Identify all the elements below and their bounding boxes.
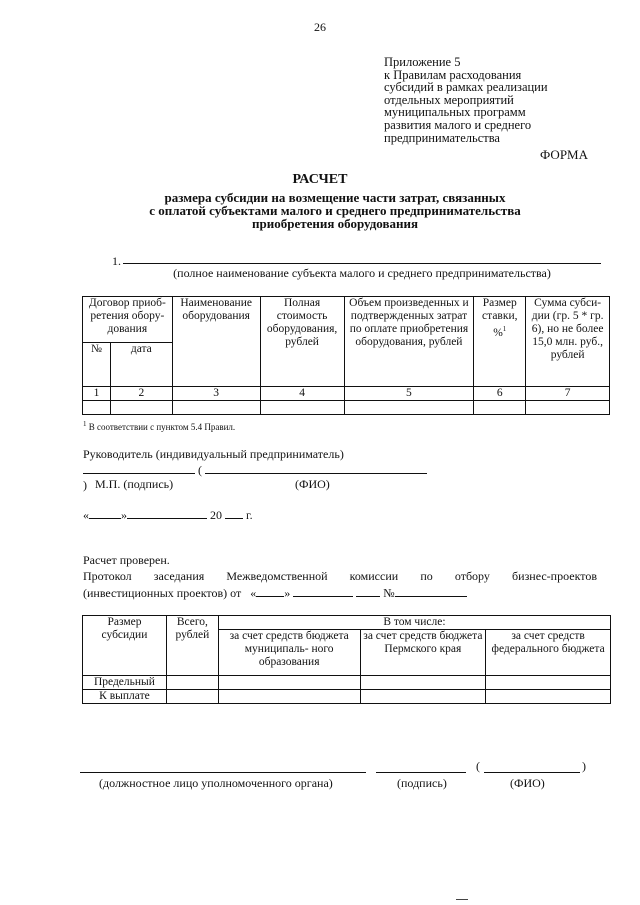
subsidy-table — [82, 615, 611, 704]
table-cell[interactable] — [83, 401, 111, 415]
day-field[interactable] — [89, 507, 121, 519]
month-field[interactable] — [127, 507, 207, 519]
head-label: Руководитель (индивидуальный предприниматель) — [83, 447, 344, 461]
appendix-line: отдельных мероприятий — [384, 92, 514, 107]
table-cell[interactable] — [344, 401, 474, 415]
cost-header: Полная стоимость оборудования, рублей — [260, 297, 344, 387]
col-number: 7 — [526, 387, 610, 401]
checked-label: Расчет проверен. — [83, 553, 170, 567]
document-subtitle — [110, 191, 560, 230]
entity-name-field[interactable] — [123, 263, 601, 264]
volume-header: Объем произведенных и подтвержденных затрат по оплате приобретения оборудования, рублей — [344, 297, 474, 387]
protocol-month-field[interactable] — [293, 585, 353, 597]
footnote-text: В соответствии с пунктом 5.4 Правил. — [88, 422, 236, 432]
entity-number: 1. — [112, 254, 121, 268]
official-paren-open: ( — [476, 759, 480, 773]
official-caption: (должностное лицо уполномоченного органа) — [99, 776, 333, 790]
appendix-block — [384, 56, 548, 144]
year-suffix: г. — [246, 508, 253, 522]
appendix-line: субсидий в рамках реализации — [384, 80, 548, 95]
col-number: 5 — [344, 387, 474, 401]
federal-budget-header: за счет средств федерального бюджета — [486, 630, 611, 676]
table-cell[interactable] — [110, 401, 172, 415]
rate-header: Размер ставки, %$^1$ — [474, 297, 526, 387]
protocol-number-field[interactable] — [395, 585, 467, 597]
official-sign-field[interactable] — [376, 772, 466, 773]
regional-budget-header: за счет средств бюджета Пермского края — [360, 630, 486, 676]
subtitle-line: размера субсидии на возмещение части затрат, связанных — [164, 190, 506, 205]
sum-header: Сумма субси- дии (гр. 5 * гр. 6), но не более 15,0 млн. руб., рублей — [526, 297, 610, 387]
appendix-line: муниципальных программ — [384, 105, 526, 120]
col-number: 3 — [172, 387, 260, 401]
table-cell[interactable] — [172, 401, 260, 415]
no-header: № — [83, 343, 111, 387]
col-number: 6 — [474, 387, 526, 401]
appendix-line: развития малого и среднего — [384, 117, 532, 132]
table-cell[interactable] — [526, 401, 610, 415]
row-label-payout: К выплате — [83, 690, 167, 704]
municipal-budget-header: за счет средств бюджета муниципаль- ного образования — [218, 630, 360, 676]
col-number: 2 — [110, 387, 172, 401]
form-label: ФОРМА — [540, 147, 588, 162]
date-row: « » 20 г. — [83, 508, 253, 522]
row-label-limit: Предельный — [83, 676, 167, 690]
table-cell[interactable] — [360, 676, 486, 690]
table-cell[interactable] — [218, 690, 360, 704]
subtitle-line: приобретения оборудования — [252, 216, 418, 231]
protocol-year-field[interactable] — [356, 585, 380, 597]
contract-header: Договор приоб- ретения обору- дования — [83, 297, 173, 343]
table-cell[interactable] — [166, 676, 218, 690]
year-prefix: 20 — [210, 508, 222, 522]
appendix-line: предпринимательства — [384, 130, 500, 145]
table-cell[interactable] — [474, 401, 526, 415]
table-cell[interactable] — [486, 676, 611, 690]
entity-caption: (полное наименование субъекта малого и среднего предпринимательства) — [173, 266, 551, 280]
equipment-header: Наименование оборудования — [172, 297, 260, 387]
official-fio-field[interactable] — [484, 772, 580, 773]
date-header: дата — [110, 343, 172, 387]
official-field[interactable] — [80, 772, 366, 773]
col-number: 4 — [260, 387, 344, 401]
table-cell[interactable] — [486, 690, 611, 704]
document-title: РАСЧЕТ — [292, 172, 348, 187]
fio-field[interactable] — [205, 462, 427, 474]
including-header: В том числе: — [218, 616, 610, 630]
table-cell[interactable] — [260, 401, 344, 415]
table-cell[interactable] — [360, 690, 486, 704]
signature-field[interactable] — [83, 462, 195, 474]
footnote: $^1$ В соответствии с пунктом 5.4 Правил. — [83, 420, 236, 432]
page-number: 26 — [314, 20, 326, 34]
sign-caption: (подпись) — [397, 776, 447, 790]
mp-label: М.П. (подпись) — [95, 477, 174, 491]
year-field[interactable] — [225, 507, 243, 519]
protocol-date-row: (инвестиционных проектов) от « » № — [83, 585, 603, 601]
fio-caption: (ФИО) — [510, 776, 545, 790]
appendix-title: Приложение 5 — [384, 55, 461, 69]
subtitle-line: с оплатой субъектами малого и среднего предпринимательства — [149, 203, 521, 218]
total-header: Всего, рублей — [166, 616, 218, 676]
table-cell[interactable] — [218, 676, 360, 690]
paren-open: ( — [198, 463, 202, 477]
page-mark — [456, 899, 468, 900]
protocol-line: Протокол заседания Межведомственной комиссии по отбору бизнес-проектов — [83, 569, 597, 583]
official-paren-close: ) — [582, 759, 586, 773]
fio-label: (ФИО) — [295, 477, 330, 491]
subsidy-size-header: Размер субсидии — [83, 616, 167, 676]
protocol-day-field[interactable] — [256, 585, 284, 597]
col-number: 1 — [83, 387, 111, 401]
appendix-line: к Правилам расходования — [384, 67, 522, 82]
calculation-table — [82, 296, 610, 415]
paren-close: ) — [83, 478, 87, 492]
table-cell[interactable] — [166, 690, 218, 704]
